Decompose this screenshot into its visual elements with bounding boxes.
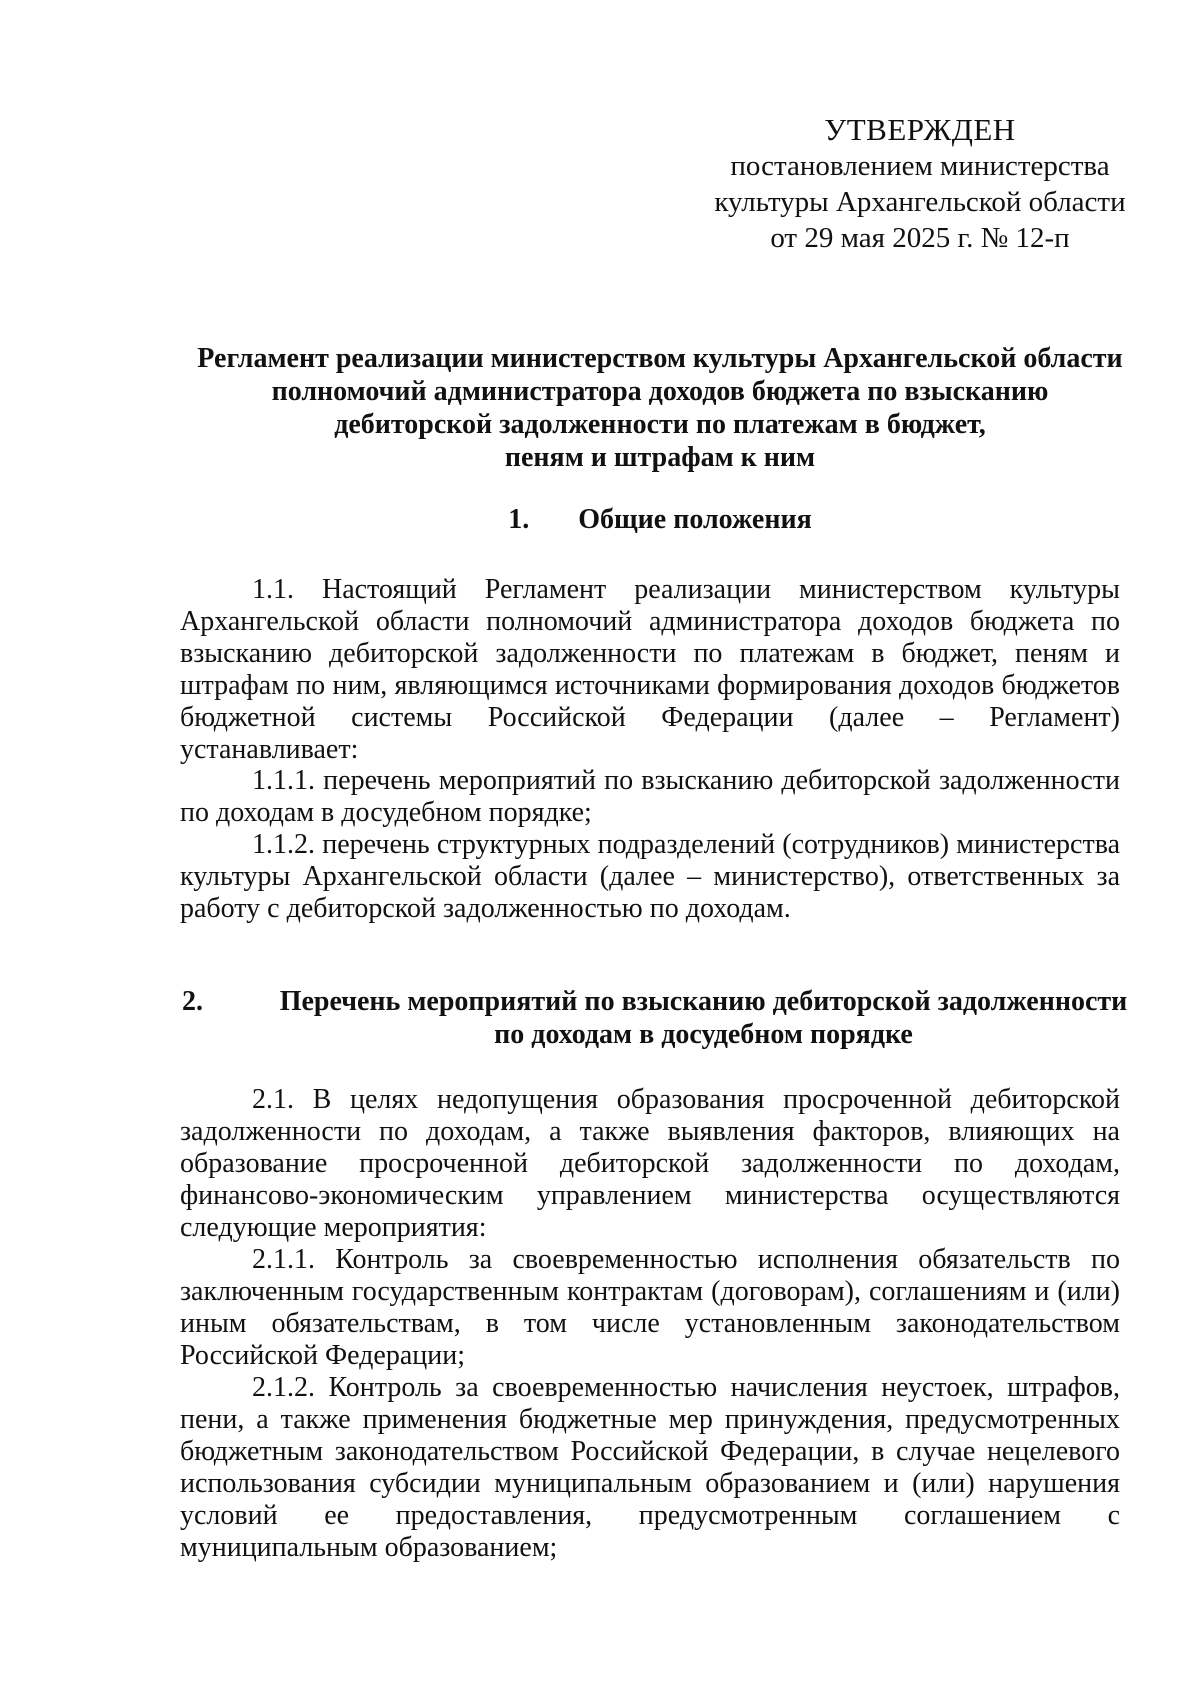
section-1-number: 1. [508, 504, 530, 535]
paragraph-1-1-1: 1.1.1. перечень мероприятий по взысканию дебиторской задолженности по доходам в досудебном порядке; [180, 765, 1120, 828]
approval-line-2: культуры Архангельской области [714, 186, 1126, 218]
section-2-title-line-2: по доходам в досудебном порядке [494, 1019, 913, 1050]
approval-word: УТВЕРЖДЕН [824, 112, 1016, 147]
document-title-line-1: Регламент реализации министерством культуры Архангельской области [197, 343, 1123, 374]
section-1-heading [170, 503, 1150, 536]
approval-date-number: от 29 мая 2025 г. № 12-п [770, 222, 1070, 254]
section-2-number: 2. [182, 986, 203, 1017]
document-title [170, 342, 1150, 474]
document-title-line-3: дебиторской задолженности по платежам в бюджет, [334, 409, 986, 440]
paragraph-2-1-2: 2.1.2. Контроль за своевременностью начисления неустоек, штрафов, пени, а также применения бюджетные мер принуждения, предусмотренных бюджетным законодательством Российской Федерации, в случае нецелевого использования субсидии муниципальным образованием и (или) нарушения условий ее предоставления, предусмотренным соглашением с муниципальным образованием; [180, 1372, 1120, 1563]
section-2-title-line-1: Перечень мероприятий по взысканию дебиторской задолженности [279, 986, 1128, 1017]
approval-stamp [690, 112, 1150, 256]
paragraph-1-1-2: 1.1.2. перечень структурных подразделений (сотрудников) министерства культуры Архангельской области (далее – министерство), ответственных за работу с дебиторской задолженностью по доходам. [180, 829, 1120, 924]
approval-line-1: постановлением министерства [730, 150, 1110, 182]
document-title-line-2: полномочий администратора доходов бюджета по взысканию [271, 376, 1049, 407]
section-2-heading [182, 985, 1150, 1051]
section-1-title: Общие положения [578, 504, 812, 535]
paragraph-2-1: 2.1. В целях недопущения образования просроченной дебиторской задолженности по доходам, а также выявления факторов, влияющих на образование просроченной дебиторской задолженности по доходам, финансово-экономическим управлением министерства осуществляются следующие мероприятия: [180, 1084, 1120, 1243]
paragraph-2-1-1: 2.1.1. Контроль за своевременностью исполнения обязательств по заключенным государственным контрактам (договорам), соглашениям и (или) иным обязательствам, в том числе установленным законодательством Российской Федерации; [180, 1244, 1120, 1371]
paragraph-1-1: 1.1. Настоящий Регламент реализации министерством культуры Архангельской области полномочий администратора доходов бюджета по взысканию дебиторской задолженности по платежам в бюджет, пеням и штрафам по ним, являющимся источниками формирования доходов бюджетов бюджетной системы Российской Федерации (далее – Регламент) устанавливает: [180, 574, 1120, 765]
document-title-line-4: пеням и штрафам к ним [504, 442, 816, 473]
